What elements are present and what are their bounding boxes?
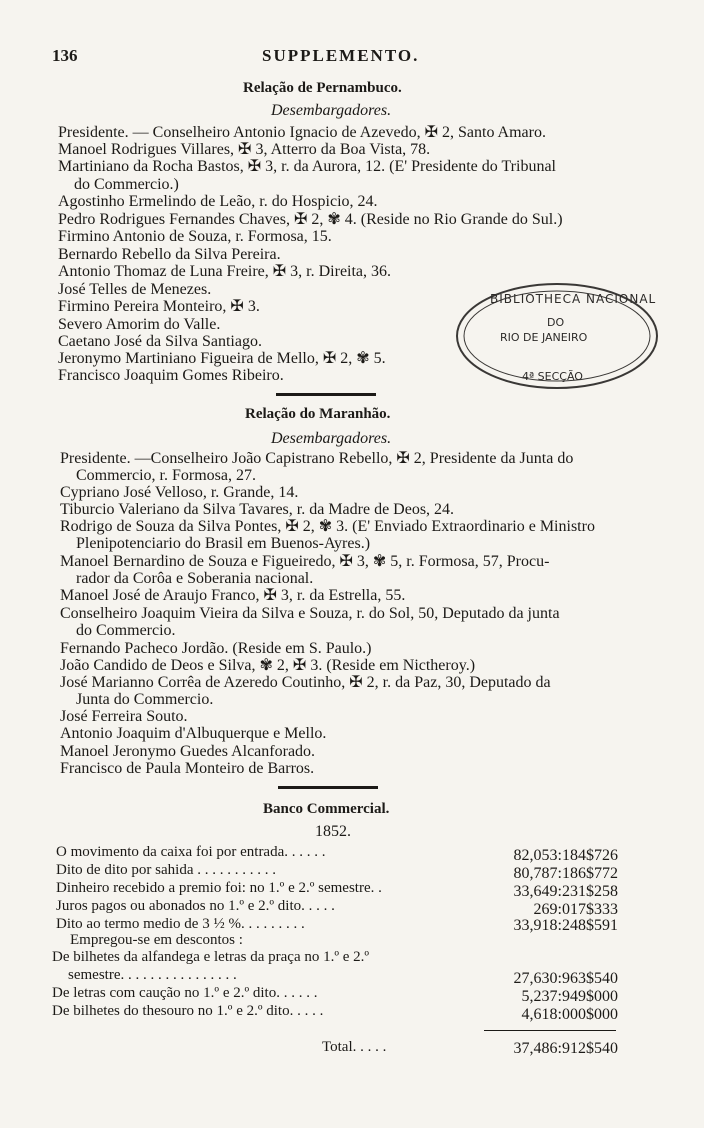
stamp-line-4: 4ª SECÇÃO: [522, 370, 583, 383]
text-line: Firmino Antonio de Souza, r. Formosa, 15.: [58, 228, 332, 245]
text-line: Cypriano José Velloso, r. Grande, 14.: [60, 484, 299, 501]
ledger-label: Dito ao termo medio de 3 ½ %. . . . . . . . .: [56, 916, 305, 932]
running-head: SUPPLEMENTO.: [262, 46, 420, 65]
text-line: Antonio Joaquim d'Albuquerque e Mello.: [60, 725, 327, 742]
text-line: Manoel Jeronymo Guedes Alcanforado.: [60, 743, 316, 760]
total-rule: [484, 1030, 616, 1031]
stamp-line-2: DO: [547, 316, 565, 329]
ledger-label: De bilhetes da alfandega e letras da praça no 1.º e 2.º: [52, 949, 370, 965]
text-line: Rodrigo de Souza da Silva Pontes, ✠ 2, ✾ 3. (E' Enviado Extraordinario e Ministro: [60, 518, 595, 535]
text-line: Agostinho Ermelindo de Leão, r. do Hospicio, 24.: [58, 193, 378, 210]
text-line: Commercio, r. Formosa, 27.: [76, 467, 256, 484]
section-subtitle-maranhao: Desembargadores.: [271, 430, 392, 447]
text-line: José Ferreira Souto.: [60, 708, 188, 725]
section-title-maranhao: Relação do Maranhão.: [245, 406, 391, 422]
text-line: Severo Amorim do Valle.: [58, 316, 221, 333]
ledger-label: Empregou-se em descontos :: [70, 932, 243, 948]
text-line: Francisco de Paula Monteiro de Barros.: [60, 760, 315, 777]
ledger-label: Juros pagos ou abonados no 1.º e 2.º dito. . . . .: [56, 898, 335, 914]
text-line: Jeronymo Martiniano Figueira de Mello, ✠ 2, ✾ 5.: [58, 350, 386, 367]
ledger-label: Dito de dito por sahida . . . . . . . . . . .: [56, 862, 276, 878]
ledger-amount: 5,237:949$000: [521, 988, 618, 1005]
text-line: Caetano José da Silva Santiago.: [58, 333, 262, 350]
text-line: Plenipotenciario do Brasil em Buenos-Ayres.): [76, 535, 371, 552]
ledger-amount: 82,053:184$726: [513, 847, 618, 864]
stamp-line-1: BIBLIOTHECA NACIONAL: [490, 292, 657, 306]
text-line: Bernardo Rebello da Silva Pereira.: [58, 246, 281, 263]
text-line: Tiburcio Valeriano da Silva Tavares, r. da Madre de Deos, 24.: [60, 501, 455, 518]
text-line: Francisco Joaquim Gomes Ribeiro.: [58, 367, 284, 384]
ledger-label: semestre. . . . . . . . . . . . . . . .: [68, 967, 237, 983]
text-line: rador da Corôa e Soberania nacional.: [76, 570, 314, 587]
page-number: 136: [52, 46, 78, 65]
ledger-amount: 269:017$333: [533, 901, 618, 918]
section-title-pernambuco: Relação de Pernambuco.: [243, 80, 402, 96]
text-line: João Candido de Deos e Silva, ✾ 2, ✠ 3. (Reside em Nictheroy.): [60, 657, 476, 674]
text-line: José Telles de Menezes.: [58, 281, 212, 298]
text-line: do Commercio.: [76, 622, 176, 639]
section-title-banco: Banco Commercial.: [263, 801, 390, 817]
banco-year: 1852.: [315, 823, 351, 840]
total-label: Total. . . . .: [322, 1039, 387, 1055]
text-line: Firmino Pereira Monteiro, ✠ 3.: [58, 298, 260, 315]
ledger-amount: 33,918:248$591: [513, 917, 618, 934]
text-line: Manoel Rodrigues Villares, ✠ 3, Atterro da Boa Vista, 78.: [58, 141, 431, 158]
stamp-line-3: RIO DE JANEIRO: [500, 331, 588, 344]
ledger-label: O movimento da caixa foi por entrada. . . . . .: [56, 844, 326, 860]
ledger-amount: 80,787:186$772: [513, 865, 618, 882]
ledger-label: De bilhetes do thesouro no 1.º e 2.º dito. . . . .: [52, 1003, 324, 1019]
ledger-label: De letras com caução no 1.º e 2.º dito. . . . . .: [52, 985, 318, 1001]
text-line: Presidente. — Conselheiro Antonio Ignacio de Azevedo, ✠ 2, Santo Amaro.: [58, 124, 546, 141]
total-amount: 37,486:912$540: [513, 1040, 618, 1057]
text-line: Manoel Bernardino de Souza e Figueiredo, ✠ 3, ✾ 5, r. Formosa, 57, Procu-: [60, 553, 550, 570]
text-line: Manoel José de Araujo Franco, ✠ 3, r. da Estrella, 55.: [60, 587, 406, 604]
ledger-label: Dinheiro recebido a premio foi: no 1.º e 2.º semestre. .: [56, 880, 382, 896]
text-line: Conselheiro Joaquim Vieira da Silva e Souza, r. do Sol, 50, Deputado da junta: [60, 605, 560, 622]
ledger-amount: 27,630:963$540: [513, 970, 618, 987]
section-divider: [278, 786, 378, 789]
ledger-amount: 4,618:000$000: [521, 1006, 618, 1023]
page-header: [52, 46, 652, 72]
section-subtitle-pernambuco: Desembargadores.: [271, 102, 392, 119]
text-line: Junta do Commercio.: [76, 691, 214, 708]
text-line: Fernando Pacheco Jordão. (Reside em S. Paulo.): [60, 640, 372, 657]
text-line: Presidente. —Conselheiro João Capistrano Rebello, ✠ 2, Presidente da Junta do: [60, 450, 574, 467]
text-line: Antonio Thomaz de Luna Freire, ✠ 3, r. Direita, 36.: [58, 263, 392, 280]
text-line: Martiniano da Rocha Bastos, ✠ 3, r. da Aurora, 12. (E' Presidente do Tribunal: [58, 158, 556, 175]
text-line: Pedro Rodrigues Fernandes Chaves, ✠ 2, ✾ 4. (Reside no Rio Grande do Sul.): [58, 211, 563, 228]
text-line: do Commercio.): [74, 176, 179, 193]
library-stamp: [452, 276, 662, 396]
section-divider: [276, 393, 376, 396]
text-line: José Marianno Corrêa de Azeredo Coutinho, ✠ 2, r. da Paz, 30, Deputado da: [60, 674, 551, 691]
ledger-amount: 33,649:231$258: [513, 883, 618, 900]
